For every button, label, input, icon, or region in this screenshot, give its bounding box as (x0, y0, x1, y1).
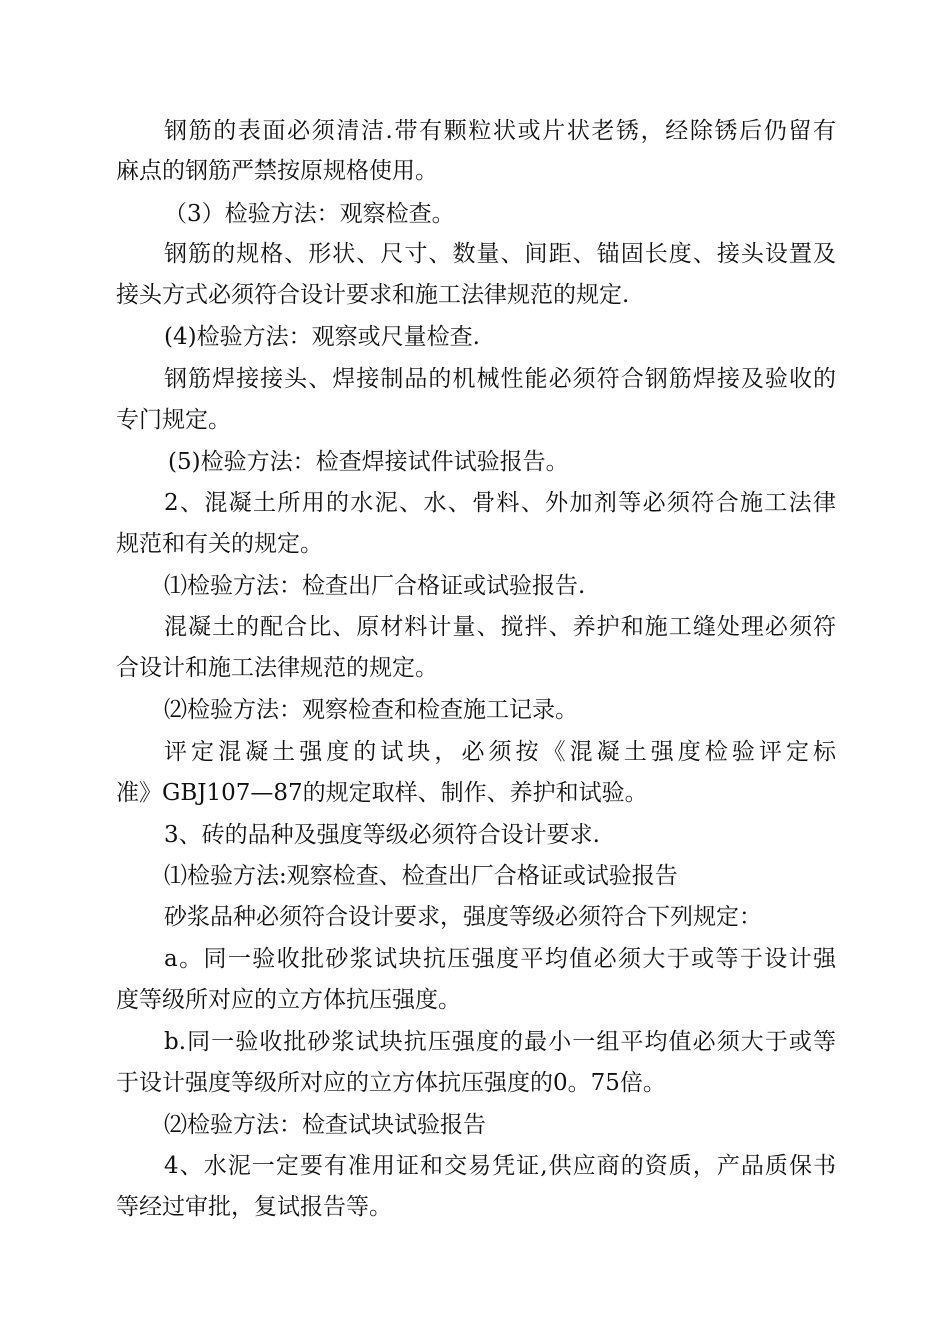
text-line: 于设计强度等级所对应的立方体抗压强度的0。75倍。 (116, 1070, 666, 1096)
text-line: a。同一验收批砂浆试块抗压强度平均值必须大于或等于设计强 (164, 946, 836, 972)
text-line: 评定混凝土强度的试块，必须按《混凝土强度检验评定标 (164, 739, 836, 765)
text-line: (4)检验方法：观察或尺量检查. (164, 324, 480, 350)
text-line: 混凝土的配合比、原材料计量、搅拌、养护和施工缝处理必须符 (164, 614, 836, 640)
text-line: ⑵检验方法：观察检查和检查施工记录。 (164, 697, 578, 723)
text-line: ⑵检验方法：检查试块试验报告 (164, 1112, 486, 1138)
text-line: 合设计和施工法律规范的规定。 (116, 655, 438, 681)
text-line: 接头方式必须符合设计要求和施工法律规范的规定. (116, 282, 630, 308)
text-line: 钢筋的表面必须清洁.带有颗粒状或片状老锈，经除锈后仍留有 (164, 118, 836, 144)
text-line: 3、砖的品种及强度等级必须符合设计要求. (164, 822, 600, 848)
text-line: ⑴检验方法：检查出厂合格证或试验报告. (164, 573, 586, 599)
text-line: 钢筋的规格、形状、尺寸、数量、间距、锚固长度、接头设置及 (164, 241, 836, 267)
text-line: 等经过审批，复试报告等。 (116, 1194, 392, 1220)
text-line: 2、混凝土所用的水泥、水、骨料、外加剂等必须符合施工法律 (164, 490, 836, 516)
text-line: 准》GBJ107—87的规定取样、制作、养护和试验。 (116, 780, 648, 806)
text-line: 钢筋焊接接头、焊接制品的机械性能必须符合钢筋焊接及验收的 (164, 366, 836, 392)
text-line: 砂浆品种必须符合设计要求，强度等级必须符合下列规定： (164, 904, 762, 930)
text-line: 4、水泥一定要有准用证和交易凭证,供应商的资质，产品质保书 (164, 1153, 836, 1179)
text-line: 规范和有关的规定。 (116, 531, 323, 557)
text-line: 专门规定。 (116, 407, 231, 433)
text-line: 麻点的钢筋严禁按原规格使用。 (116, 158, 438, 184)
text-line: b.同一验收批砂浆试块抗压强度的最小一组平均值必须大于或等 (164, 1029, 836, 1055)
text-line: 度等级所对应的立方体抗压强度。 (116, 987, 461, 1013)
text-line: （3）检验方法：观察检查。 (164, 201, 455, 227)
text-line: ⑴检验方法:观察检查、检查出厂合格证或试验报告 (164, 863, 678, 889)
text-line: (5)检验方法：检查焊接试件试验报告。 (168, 449, 569, 475)
